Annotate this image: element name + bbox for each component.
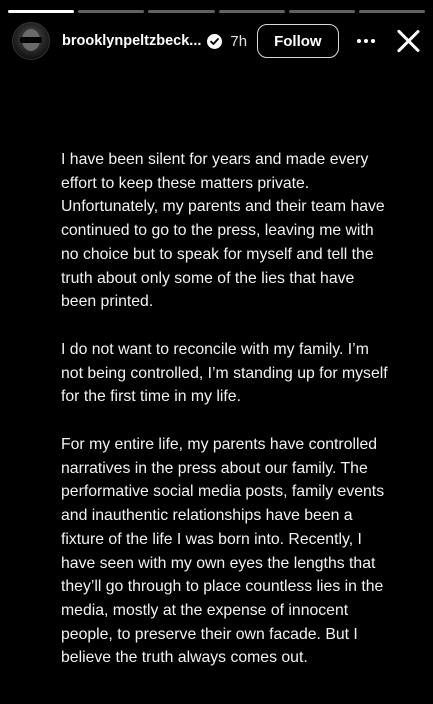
paragraph: For my entire life, my parents have controlled narratives in the press about our family. The performative social media posts, family events and inauthentic relationships have been a fixture of the life I was born into. Recently, I have seen with my own eyes the lengths that they’ll go through to place countless lies in the media, mostly at the expense of innocent people, to preserve their own facade. But I believe the truth always comes out. xyxy=(61,436,385,667)
more-horizontal-icon[interactable] xyxy=(357,39,375,43)
paragraph: I have been silent for years and made every effort to keep these matters private. Unfortunately, my parents and their team have continued to go to the press, leaving me with no choice but to speak for myself and tell the truth about only some of the lies that have been printed. xyxy=(61,151,385,311)
story-header xyxy=(12,22,421,60)
avatar[interactable] xyxy=(12,22,50,60)
follow-button[interactable]: Follow xyxy=(257,24,339,58)
close-icon[interactable] xyxy=(395,28,421,54)
more-dot xyxy=(371,39,375,43)
post-time: 7h xyxy=(230,32,248,50)
story-text xyxy=(61,148,393,694)
username[interactable]: brooklynpeltzbeck... xyxy=(62,33,202,49)
more-dot xyxy=(357,39,361,43)
story-segment-fill xyxy=(8,10,74,13)
story-segment xyxy=(359,10,425,13)
story-segment xyxy=(8,10,74,13)
story-progress-bar xyxy=(8,10,425,13)
avatar-glasses xyxy=(20,37,42,43)
story-segment xyxy=(219,10,285,13)
story-segment xyxy=(289,10,355,13)
story-segment xyxy=(148,10,214,13)
verified-badge-icon xyxy=(207,34,222,49)
paragraph: I do not want to reconcile with my family. I’m not being controlled, I’m standing up for myself for the first time in my life. xyxy=(61,340,388,406)
story-segment xyxy=(78,10,144,13)
more-dot xyxy=(364,39,368,43)
